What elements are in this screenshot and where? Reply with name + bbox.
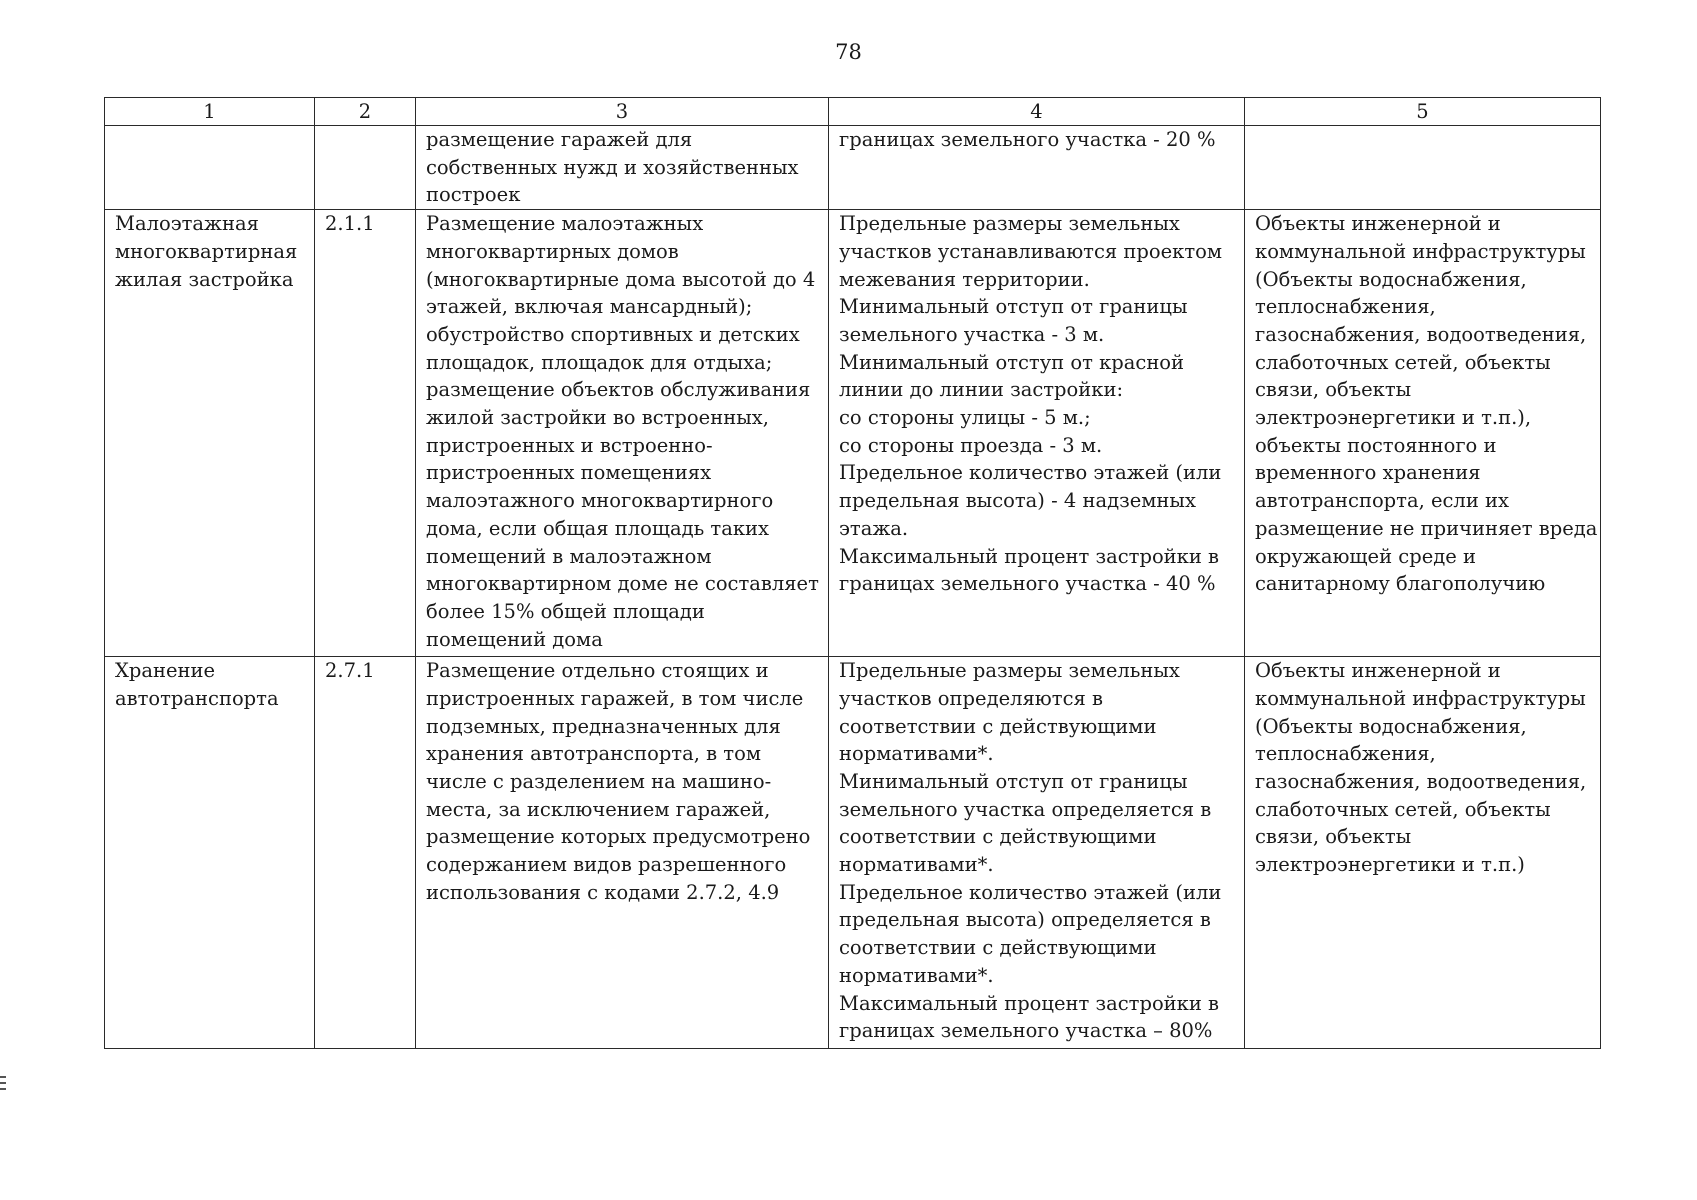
cell-text-line: Предельные размеры земельных <box>839 659 1180 683</box>
cell-text-line: жилая застройка <box>115 267 294 291</box>
cell-text-line: соответствии с действующими <box>839 825 1157 849</box>
table-cell-col2 <box>315 210 416 657</box>
cell-text-line: Минимальный отступ от границы <box>839 769 1188 793</box>
cell-text-line: этажа. <box>839 516 909 540</box>
cell-text-line: объекты постоянного и <box>1255 433 1497 457</box>
cell-text-line: числе с разделением на машино- <box>426 769 772 793</box>
cell-text-line: Предельное количество этажей (или <box>839 880 1222 904</box>
cell-text-line: участков устанавливаются проектом <box>839 239 1223 263</box>
cell-text-line: границах земельного участка - 40 % <box>839 572 1216 596</box>
cell-text-line: помещений в малоэтажном <box>426 544 712 568</box>
cell-text-line: многоквартирном доме не составляет <box>426 572 819 596</box>
cell-text-line: Минимальный отступ от границы <box>839 295 1188 319</box>
table-header-row <box>105 98 1601 126</box>
table-cell-col4 <box>829 210 1245 657</box>
cell-text-line: размещение гаражей для <box>426 128 693 151</box>
cell-text-line: Минимальный отступ от красной <box>839 350 1185 374</box>
cell-text-line: подземных, предназначенных для <box>426 714 781 738</box>
table-cell-col1 <box>105 657 315 1049</box>
table-cell-col5 <box>1245 126 1601 210</box>
cell-text-line: слаботочных сетей, объекты <box>1255 797 1551 821</box>
cell-text-line: электроэнергетики и т.п.) <box>1255 853 1525 877</box>
cell-text-line: Предельное количество этажей (или <box>839 461 1222 485</box>
column-header-3: 3 <box>416 98 829 126</box>
cell-text-line: земельного участка - 3 м. <box>839 322 1105 346</box>
column-header-1: 1 <box>105 98 315 126</box>
cell-text-line: соответствии с действующими <box>839 714 1157 738</box>
cell-text-line: обустройство спортивных и детских <box>426 322 800 346</box>
cell-text-line: содержанием видов разрешенного <box>426 853 787 877</box>
regulations-table <box>104 97 1601 1049</box>
cell-text-line: (многоквартирные дома высотой до 4 <box>426 267 816 291</box>
cell-text-line: связи, объекты <box>1255 825 1412 849</box>
cell-text-line: размещение объектов обслуживания <box>426 378 811 402</box>
cell-text-line: границах земельного участка – 80% <box>839 1019 1213 1043</box>
cell-text-line: места, за исключением гаражей, <box>426 797 771 821</box>
cell-text-line: коммунальной инфраструктуры <box>1255 686 1586 710</box>
cell-text-line: пристроенных помещениях <box>426 461 712 485</box>
cell-text-line: многоквартирных домов <box>426 239 679 263</box>
cell-text-line: Размещение малоэтажных <box>426 212 704 236</box>
cell-text-line: Малоэтажная <box>115 212 259 236</box>
table-cell-col3 <box>416 210 829 657</box>
cell-text-line: Объекты инженерной и <box>1255 659 1501 683</box>
cell-text-line: этажей, включая мансардный); <box>426 295 753 319</box>
cell-text-line: слаботочных сетей, объекты <box>1255 350 1551 374</box>
scan-mark <box>0 1088 6 1090</box>
table-cell-col1 <box>105 126 315 210</box>
cell-text-line: межевания территории. <box>839 267 1090 291</box>
cell-text-line: связи, объекты <box>1255 378 1412 402</box>
cell-text-line: Предельные размеры земельных <box>839 212 1180 236</box>
cell-text-line: собственных нужд и хозяйственных <box>426 155 799 179</box>
table-cell-col2 <box>315 126 416 210</box>
cell-text-line: газоснабжения, водоотведения, <box>1255 769 1587 793</box>
cell-text-line: газоснабжения, водоотведения, <box>1255 322 1587 346</box>
cell-text-line: границах земельного участка - 20 % <box>839 128 1216 151</box>
cell-text-line: Максимальный процент застройки в <box>839 544 1220 568</box>
cell-text-line: более 15% общей площади <box>426 599 705 623</box>
cell-text-line: (Объекты водоснабжения, <box>1255 714 1527 738</box>
cell-text-line: линии до линии застройки: <box>839 378 1124 402</box>
cell-text-line: теплоснабжения, <box>1255 742 1436 766</box>
cell-text-line: построек <box>426 183 521 207</box>
cell-text-line: коммунальной инфраструктуры <box>1255 239 1586 263</box>
cell-text-line: хранения автотранспорта, в том <box>426 742 761 766</box>
cell-text-line: электроэнергетики и т.п.), <box>1255 406 1532 430</box>
scan-mark <box>0 1082 6 1084</box>
cell-text-line: Объекты инженерной и <box>1255 212 1501 236</box>
cell-text-line: нормативами*. <box>839 963 994 987</box>
table-row <box>105 657 1601 1049</box>
cell-text-line: Максимальный процент застройки в <box>839 991 1220 1015</box>
cell-text-line: предельная высота) определяется в <box>839 908 1211 932</box>
cell-text-line: площадок, площадок для отдыха; <box>426 350 773 374</box>
page-number: 78 <box>835 40 862 64</box>
column-header-4: 4 <box>829 98 1245 126</box>
cell-text-line: автотранспорта, если их <box>1255 489 1510 513</box>
cell-text-line: предельная высота) - 4 надземных <box>839 489 1196 513</box>
cell-text-line: нормативами*. <box>839 853 994 877</box>
table-row <box>105 126 1601 210</box>
scan-mark <box>0 1076 6 1078</box>
cell-text-line: малоэтажного многоквартирного <box>426 489 774 513</box>
table-cell-col5 <box>1245 657 1601 1049</box>
cell-text-line: нормативами*. <box>839 742 994 766</box>
cell-text-line: временного хранения <box>1255 461 1481 485</box>
cell-text-line: многоквартирная <box>115 239 298 263</box>
table-cell-col1 <box>105 210 315 657</box>
cell-text-line: пристроенных гаражей, в том числе <box>426 686 804 710</box>
table-body <box>105 126 1601 1049</box>
table-cell-col4 <box>829 657 1245 1049</box>
table-cell-col4 <box>829 126 1245 210</box>
table-cell-col2 <box>315 657 416 1049</box>
cell-text-line: со стороны улицы - 5 м.; <box>839 406 1091 430</box>
cell-text-line: дома, если общая площадь таких <box>426 516 770 540</box>
cell-text-line: земельного участка определяется в <box>839 797 1212 821</box>
table-cell-col3 <box>416 657 829 1049</box>
table-row <box>105 210 1601 657</box>
cell-text-line: (Объекты водоснабжения, <box>1255 267 1527 291</box>
column-header-2: 2 <box>315 98 416 126</box>
cell-text-line: использования с кодами 2.7.2, 4.9 <box>426 880 780 904</box>
cell-text-line: окружающей среде и <box>1255 544 1476 568</box>
cell-text-line: соответствии с действующими <box>839 936 1157 960</box>
cell-text-line: 2.7.1 <box>325 659 375 683</box>
cell-text-line: со стороны проезда - 3 м. <box>839 433 1103 457</box>
cell-text-line: помещений дома <box>426 627 603 651</box>
cell-text-line: размещение которых предусмотрено <box>426 825 811 849</box>
cell-text-line: теплоснабжения, <box>1255 295 1436 319</box>
cell-text-line: жилой застройки во встроенных, <box>426 406 769 430</box>
cell-text-line: Хранение <box>115 659 216 683</box>
cell-text-line: Размещение отдельно стоящих и <box>426 659 769 683</box>
cell-text-line: 2.1.1 <box>325 212 375 236</box>
table-cell-col5 <box>1245 210 1601 657</box>
cell-text-line: автотранспорта <box>115 686 279 710</box>
cell-text-line: размещение не причиняет вреда <box>1255 516 1598 540</box>
cell-text-line: участков определяются в <box>839 686 1103 710</box>
column-header-5: 5 <box>1245 98 1601 126</box>
table-cell-col3 <box>416 126 829 210</box>
cell-text-line: пристроенных и встроенно- <box>426 433 713 457</box>
cell-text-line: санитарному благополучию <box>1255 572 1546 596</box>
